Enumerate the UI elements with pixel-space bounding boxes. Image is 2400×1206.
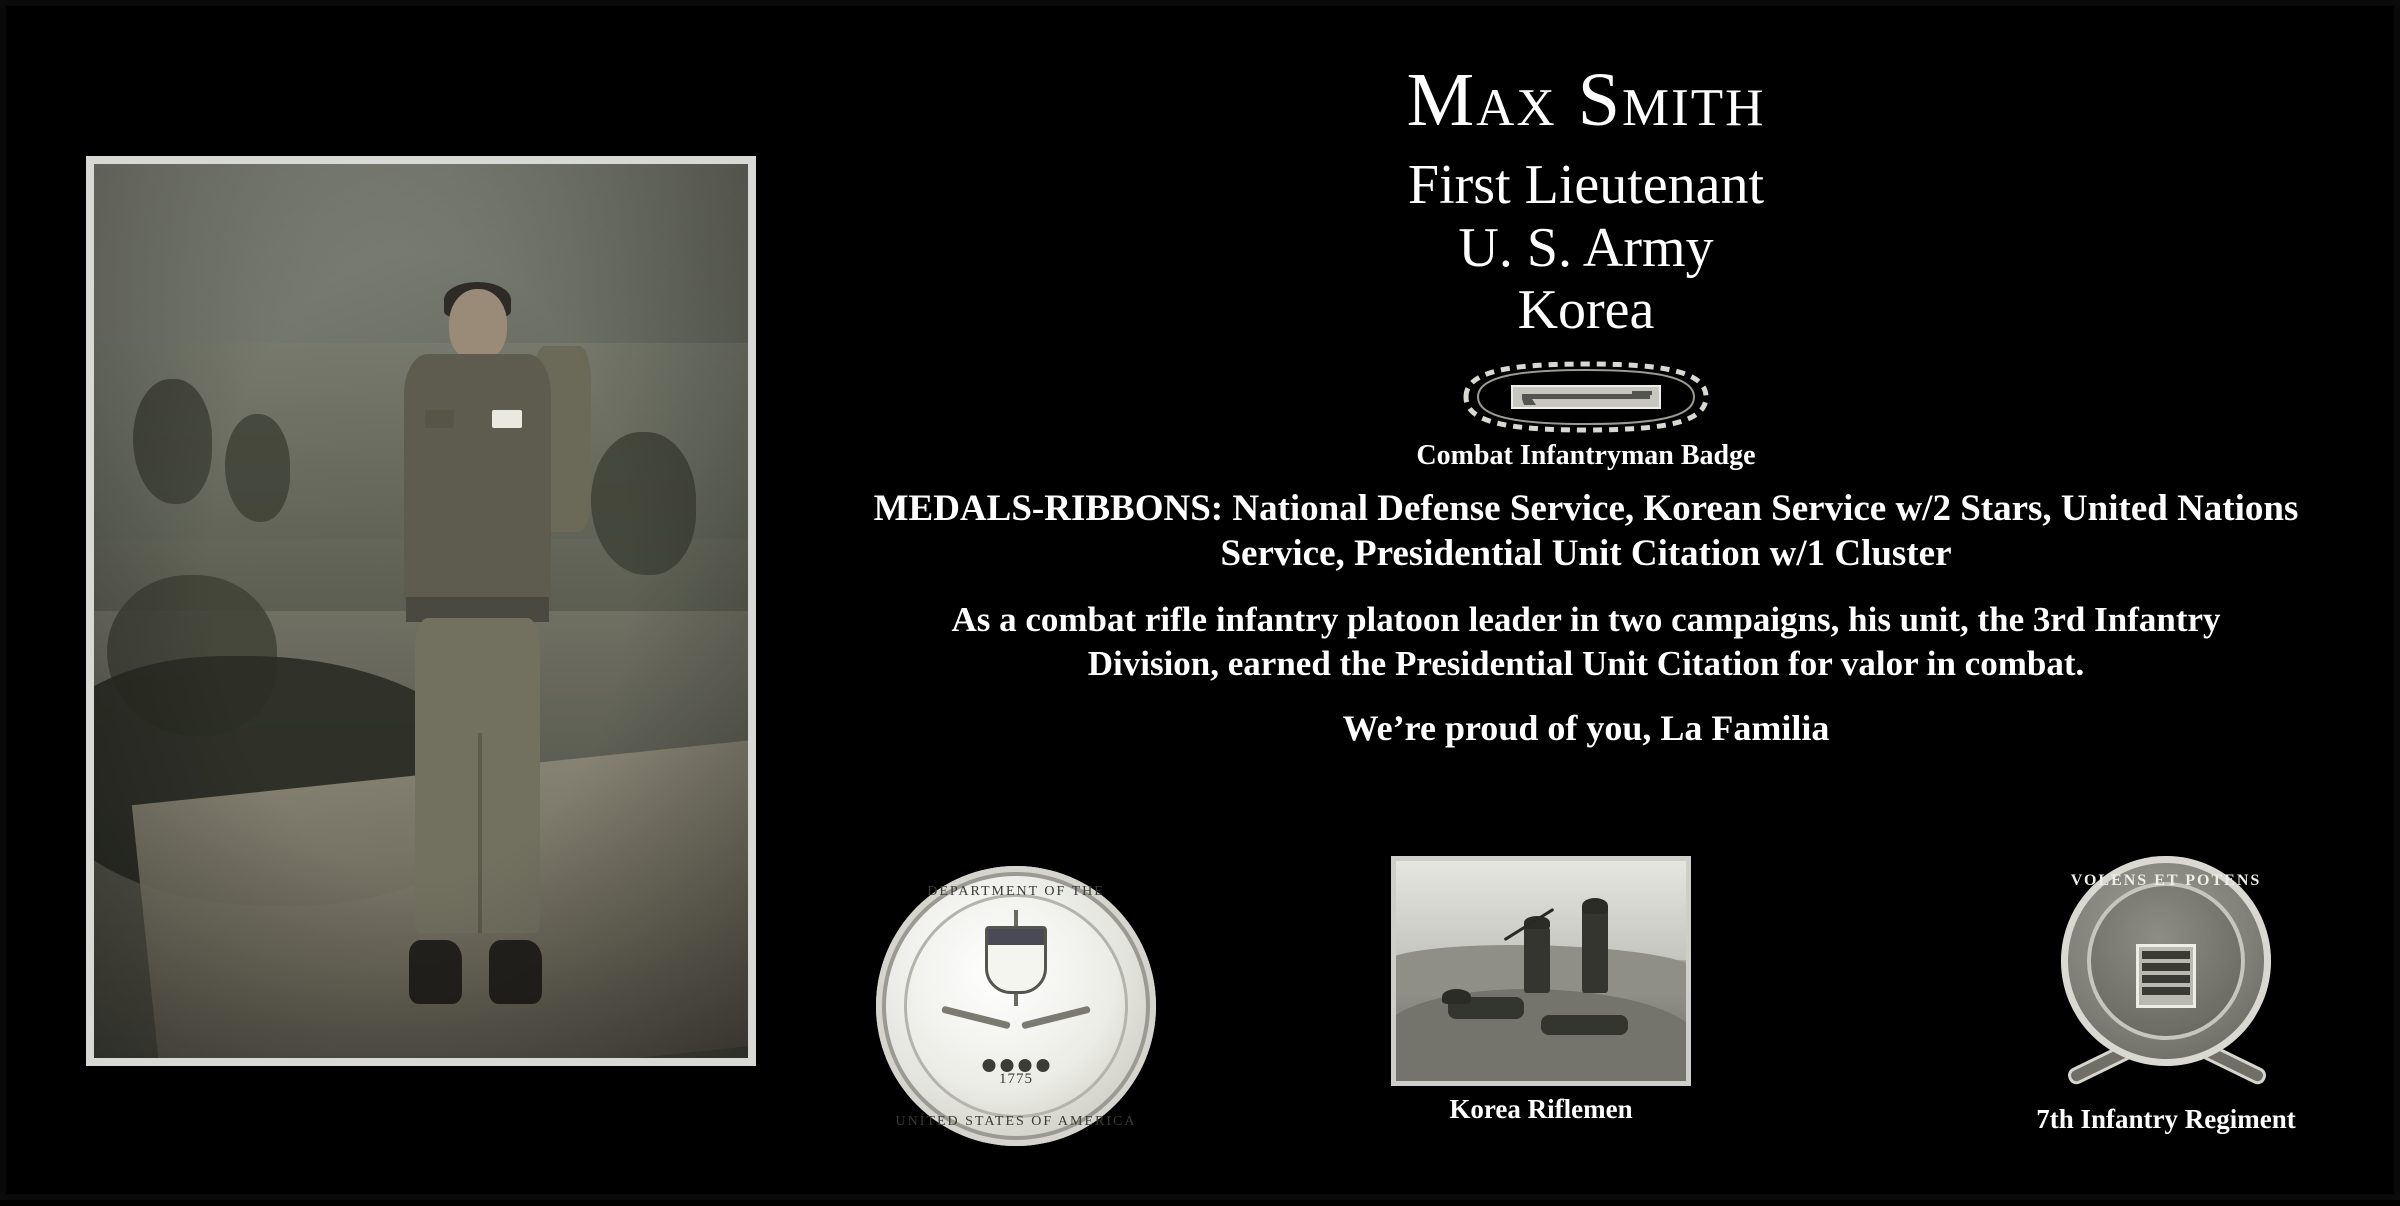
photo-vignette	[94, 164, 748, 1058]
veteran-name: Max Smith	[1406, 58, 1766, 142]
riflemen-caption: Korea Riflemen	[1449, 1094, 1633, 1124]
veteran-theater: Korea	[1517, 279, 1655, 342]
citation-text: As a combat rifle infantry platoon leader in two campaigns, his unit, the 3rd Infantry Division, earned the Presidential Unit Citation for valor in combat.	[951, 600, 2221, 683]
korea-riflemen-photo	[1376, 856, 1706, 1125]
portrait-frame	[86, 156, 756, 1066]
inscription-column	[796, 6, 2376, 1206]
combat-infantryman-badge-wrap	[796, 358, 2376, 436]
portrait-photo	[94, 164, 748, 1058]
seal-year-text: 1775	[999, 1071, 1033, 1087]
patch-motto-text: VOLENS ET POTENS	[2070, 872, 2262, 889]
medals-ribbons-text: MEDALS-RIBBONS: National Defense Service, Korean Service w/2 Stars, United Nations Service, Presidential Unit Citation w/1 Cluster	[873, 488, 2299, 575]
department-of-the-army-seal-icon	[866, 866, 1166, 1154]
seal-arc-top-text: DEPARTMENT OF THE	[927, 884, 1105, 899]
seal-arc-bottom-text: UNITED STATES OF AMERICA	[895, 1114, 1137, 1129]
dedication-text: We’re proud of you, La Familia	[1342, 708, 1830, 749]
7th-infantry-regiment-patch-icon	[1996, 856, 2336, 1135]
badge-caption: Combat Infantryman Badge	[1416, 440, 1756, 472]
patch-caption: 7th Infantry Regiment	[2036, 1104, 2296, 1134]
emblem-row	[796, 856, 2376, 1196]
veteran-rank: First Lieutenant	[1407, 154, 1765, 216]
combat-infantryman-badge-icon	[1436, 358, 1736, 436]
veteran-branch: U. S. Army	[1458, 216, 1714, 279]
